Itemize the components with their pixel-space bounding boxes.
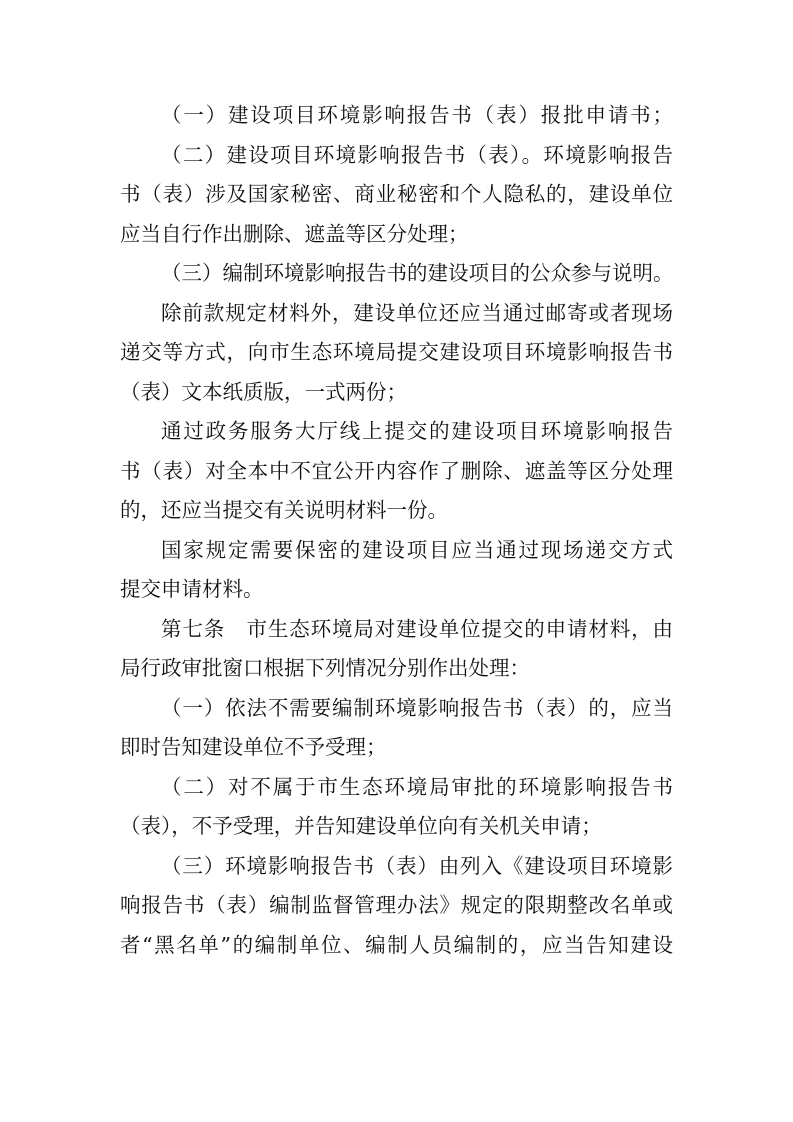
text-line: 即时告知建设单位不予受理； bbox=[120, 735, 387, 759]
text-line: 书（表）对全本中不宜公开内容作了删除、遮盖等区分处理 bbox=[120, 458, 673, 483]
text-line: 响报告书（表）编制监督管理办法》规定的限期整改名单或 bbox=[120, 893, 673, 917]
text-line: （三）编制环境影响报告书的建设项目的公众参与说明。 bbox=[161, 261, 674, 285]
text-line: （一）依法不需要编制环境影响报告书（表）的，应当 bbox=[161, 695, 673, 720]
text-line: 递交等方式，向市生态环境局提交建设项目环境影响报告书 bbox=[120, 340, 673, 364]
text-line: 国家规定需要保密的建设项目应当通过现场递交方式 bbox=[161, 537, 673, 562]
text-line: （表）文本纸质版，一式两份； bbox=[120, 379, 407, 404]
text-line: 除前款规定材料外，建设单位还应当通过邮寄或者现场 bbox=[161, 300, 673, 325]
text-line: 通过政务服务大厅线上提交的建设项目环境影响报告 bbox=[161, 419, 673, 443]
text-line: 者“黑名单”的编制单位、编制人员编制的，应当告知建设 bbox=[120, 932, 673, 957]
text-line: （表），不予受理，并告知建设单位向有关机关申请； bbox=[120, 814, 602, 838]
text-line: （三）环境影响报告书（表）由列入《建设项目环境影 bbox=[161, 853, 673, 878]
text-line: （二）建设项目环境影响报告书（表）。环境影响报告 bbox=[161, 142, 673, 167]
text-line: 提交申请材料。 bbox=[120, 577, 264, 601]
text-line: （二）对不属于市生态环境局审批的环境影响报告书 bbox=[161, 774, 673, 799]
text-line: 书（表）涉及国家秘密、商业秘密和个人隐私的，建设单位 bbox=[120, 182, 673, 206]
text-line: 应当自行作出删除、遮盖等区分处理； bbox=[120, 221, 469, 246]
text-line: 局行政审批窗口根据下列情况分别作出处理： bbox=[120, 656, 530, 680]
text-line: 的，还应当提交有关说明材料一份。 bbox=[120, 498, 448, 522]
text-line: （一）建设项目环境影响报告书（表）报批申请书； bbox=[161, 103, 673, 127]
document-body bbox=[120, 96, 673, 965]
article-heading-line: 第七条 市生态环境局对建设单位提交的申请材料，由 bbox=[161, 616, 673, 641]
